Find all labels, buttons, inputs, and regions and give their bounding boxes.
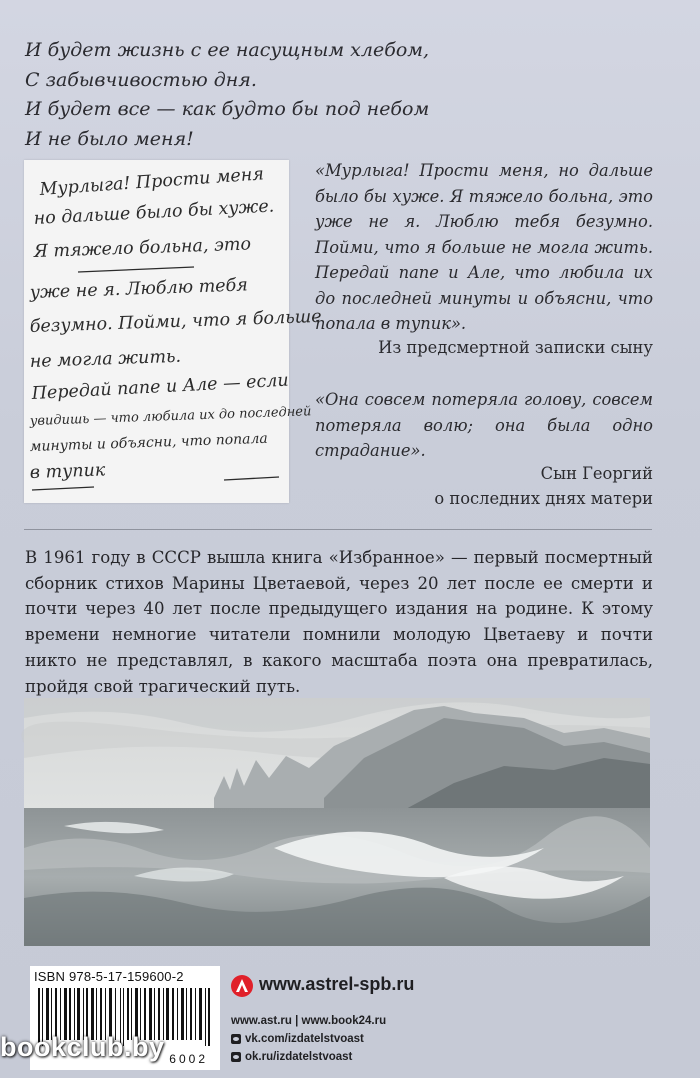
attribution-context: о последних днях матери [434, 489, 653, 508]
quote-note-to-son: «Мурлыга! Прости меня, но дальше было бы хуже. Я тяжело больна, это уже не я. Люблю тебя безумно. Пойми, что я больше не могла жить. Передай папе и Але, что любила их до последней минуты и объясни, что попала в тупик». [315, 161, 653, 333]
vk-icon [231, 1034, 241, 1044]
store-links[interactable]: www.ast.ru | www.book24.ru [231, 1015, 387, 1027]
publisher-links [231, 1012, 491, 1066]
publisher-logo-icon [231, 975, 253, 997]
attribution-name: Сын Георгий [540, 464, 653, 483]
seascape-svg [24, 698, 650, 946]
ok-link[interactable]: ok.ru/izdatelstvoast [245, 1051, 353, 1063]
poem-line: И будет все — как будто бы под небом [25, 98, 430, 120]
underline-stroke [224, 477, 279, 480]
note-line: безумно. Пойми, что я больше [29, 306, 322, 337]
note-line: Я тяжело больна, это [33, 234, 252, 262]
link-row[interactable] [231, 1012, 491, 1030]
vk-link[interactable]: vk.com/izdatelstvoast [245, 1033, 364, 1045]
site-watermark: bookclub.by [0, 1032, 165, 1062]
poem-line: И не было меня! [25, 127, 194, 150]
handwritten-note-svg [24, 160, 322, 503]
note-line: уже не я. Люблю тебя [29, 275, 249, 303]
handwritten-note-image [24, 160, 322, 503]
annotation-paragraph: В 1961 году в СССР вышла книга «Избранное» — первый посмертный сборник стихов Марины Цветаевой, через 20 лет после ее смерти и почти через 40 лет после предыдущего издания на родине. К этому времени немногие читатели помнили молодую Цветаеву и почти никто не представлял, в какого масштаба поэта она превратилась, пройдя свой трагический путь. [25, 548, 653, 696]
note-line: минуты и объясни, что попала [29, 430, 269, 455]
underline-stroke [32, 487, 94, 490]
link-row[interactable] [231, 1048, 491, 1066]
seascape-painting [24, 698, 650, 946]
isbn-text: ISBN 978-5-17-159600-2 [34, 969, 184, 984]
poem-epigraph [25, 36, 445, 154]
note-line: в тупик [29, 460, 106, 483]
barcode-number: 6002 [169, 1052, 208, 1066]
underline-stroke [78, 267, 194, 272]
ok-icon [231, 1052, 241, 1062]
note-line: не могла жить. [29, 346, 182, 372]
note-line: но дальше было бы хуже. [33, 196, 275, 229]
divider [24, 529, 652, 530]
quote-attribution [315, 461, 653, 511]
note-line: Передай папе и Але — если [31, 370, 290, 404]
note-line: увидишь — что любила их до последней [29, 404, 312, 429]
quote-son-georgy: «Она совсем потеряла голову, совсем потеряла волю; она была одно страдание». [315, 390, 653, 460]
link-row[interactable] [231, 1030, 491, 1048]
poem-line: И будет жизнь с ее насущным хлебом, [25, 39, 430, 61]
poem-line: С забывчивостью дня. [25, 68, 257, 91]
note-line: Мурлыга! Прости меня [38, 164, 265, 200]
quote-caption: Из предсмертной записки сыну [378, 338, 653, 357]
publisher-site-link[interactable]: www.astrel-spb.ru [259, 974, 415, 994]
